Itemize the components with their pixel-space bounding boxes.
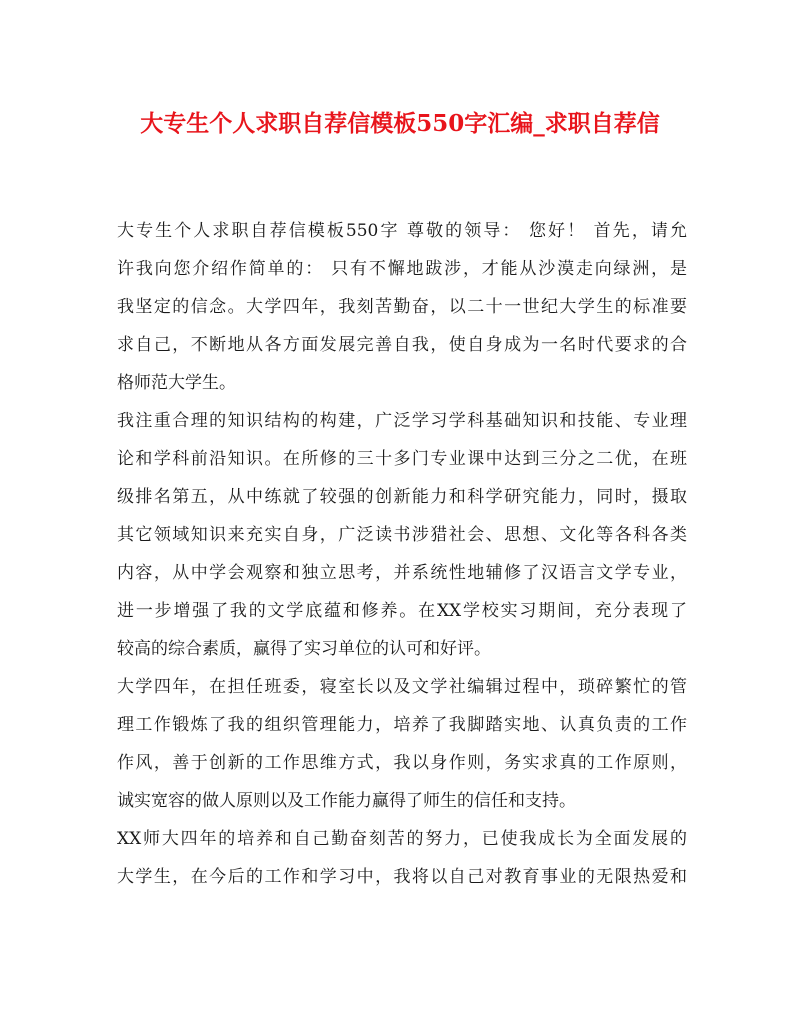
body-line: 进一步增强了我的文学底蕴和修养。在XX学校实习期间，充分表现了: [117, 601, 687, 621]
body-line: 许我向您介绍作简单的： 只有不懈地跋涉，才能从沙漠走向绿洲，是: [117, 259, 687, 279]
body-line: 论和学科前沿知识。在所修的三十多门专业课中达到三分之二优，在班: [117, 449, 687, 469]
body-line: 内容，从中学会观察和独立思考，并系统性地辅修了汉语言文学专业，: [117, 563, 687, 583]
body-line: XX师大四年的培养和自己勤奋刻苦的努力，已使我成长为全面发展的: [117, 829, 687, 849]
body-line: 格师范大学生。: [117, 373, 236, 393]
body-line: 级排名第五，从中练就了较强的创新能力和科学研究能力，同时，摄取: [117, 487, 687, 507]
body-line: 其它领域知识来充实自身，广泛读书涉猎社会、思想、文化等各科各类: [117, 525, 687, 545]
body-line: 诚实宽容的做人原则以及工作能力赢得了师生的信任和支持。: [117, 791, 576, 811]
body-line: 作风，善于创新的工作思维方式，我以身作则，务实求真的工作原则，: [117, 753, 687, 773]
body-line: 较高的综合素质，赢得了实习单位的认可和好评。: [117, 639, 491, 659]
body-line: 大专生个人求职自荐信模板550字 尊敬的领导： 您好！ 首先，请允: [117, 221, 687, 241]
body-line: 大学生，在今后的工作和学习中，我将以自己对教育事业的无限热爱和: [117, 867, 687, 887]
document-body: [117, 212, 687, 896]
body-line: 理工作锻炼了我的组织管理能力，培养了我脚踏实地、认真负责的工作: [117, 715, 687, 735]
body-line: 大学四年，在担任班委，寝室长以及文学社编辑过程中，琐碎繁忙的管: [117, 677, 687, 697]
document-title: 大专生个人求职自荐信模板550字汇编_求职自荐信: [140, 110, 660, 137]
body-line: 我注重合理的知识结构的构建，广泛学习学科基础知识和技能、专业理: [117, 411, 687, 431]
body-line: 我坚定的信念。大学四年，我刻苦勤奋，以二十一世纪大学生的标准要: [117, 297, 687, 317]
body-line: 求自己，不断地从各方面发展完善自我，使自身成为一名时代要求的合: [117, 335, 687, 355]
